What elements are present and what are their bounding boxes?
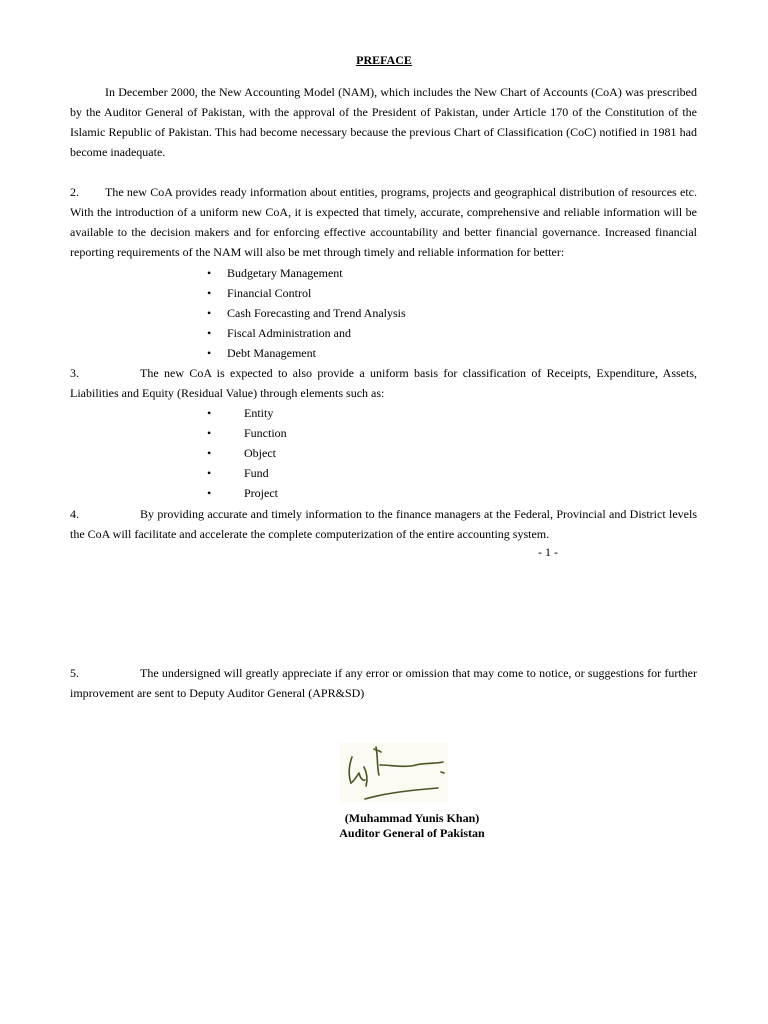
signatory-name: (Muhammad Yunis Khan) [344,811,480,825]
paragraph-3 [70,363,697,403]
paragraph-5 [70,663,697,703]
paragraph-2-number: 2. [70,185,79,199]
bullet-icon: • [207,406,212,420]
bullet-icon: • [207,286,212,300]
paragraph-1: In December 2000, the New Accounting Model (NAM), which includes the New Chart of Accounts (CoA) was prescribed by the Auditor General of Pakistan, with the approval of the President of Pakistan, under Article 170 of the Constitution of the Islamic Republic of Pakistan. This had become necessary because the previous Chart of Classification (CoC) notified in 1981 had become inadequate. [70,85,697,159]
paragraph-2-text: The new CoA provides ready information about entities, programs, projects and geographical distribution of resources etc. With the introduction of a uniform new CoA, it is expected that timely, accurate, comprehensive and reliable information will be available to the decision makers and for enforcing effective accountability and better financial governance. Increased financial reporting requirements of the NAM will also be met through timely and reliable information for better: [70,185,697,259]
paragraph-4-text: By providing accurate and timely information to the finance managers at the Federal, Provincial and District levels the CoA will facilitate and accelerate the complete computerization of the entire accounting system. [70,507,697,541]
bullet-icon: • [207,266,212,280]
paragraph-4-number: 4. [70,507,79,521]
bullet-icon: • [207,446,212,460]
bullet-icon: • [207,486,212,500]
paragraph-2 [70,182,697,262]
page-title: PREFACE [356,53,412,67]
signature-icon [340,743,448,803]
paragraph-5-number: 5. [70,666,79,680]
paragraph-4 [70,504,697,544]
bullet-icon: • [207,346,212,360]
bullet-icon: • [207,466,212,480]
page-number: - 1 - [538,545,558,559]
paragraph-3-number: 3. [70,366,79,380]
paragraph-3-text: The new CoA is expected to also provide a uniform basis for classification of Receipts, Expenditure, Assets, Liabilities and Equity (Residual Value) through elements such as: [70,366,697,400]
signatory-title: Auditor General of Pakistan [339,826,485,840]
paragraph-5-text: The undersigned will greatly appreciate if any error or omission that may come to notice, or suggestions for further improvement are sent to Deputy Auditor General (APR&SD) [70,666,697,700]
bullet-icon: • [207,426,212,440]
bullet-icon: • [207,306,212,320]
bullet-icon: • [207,326,212,340]
